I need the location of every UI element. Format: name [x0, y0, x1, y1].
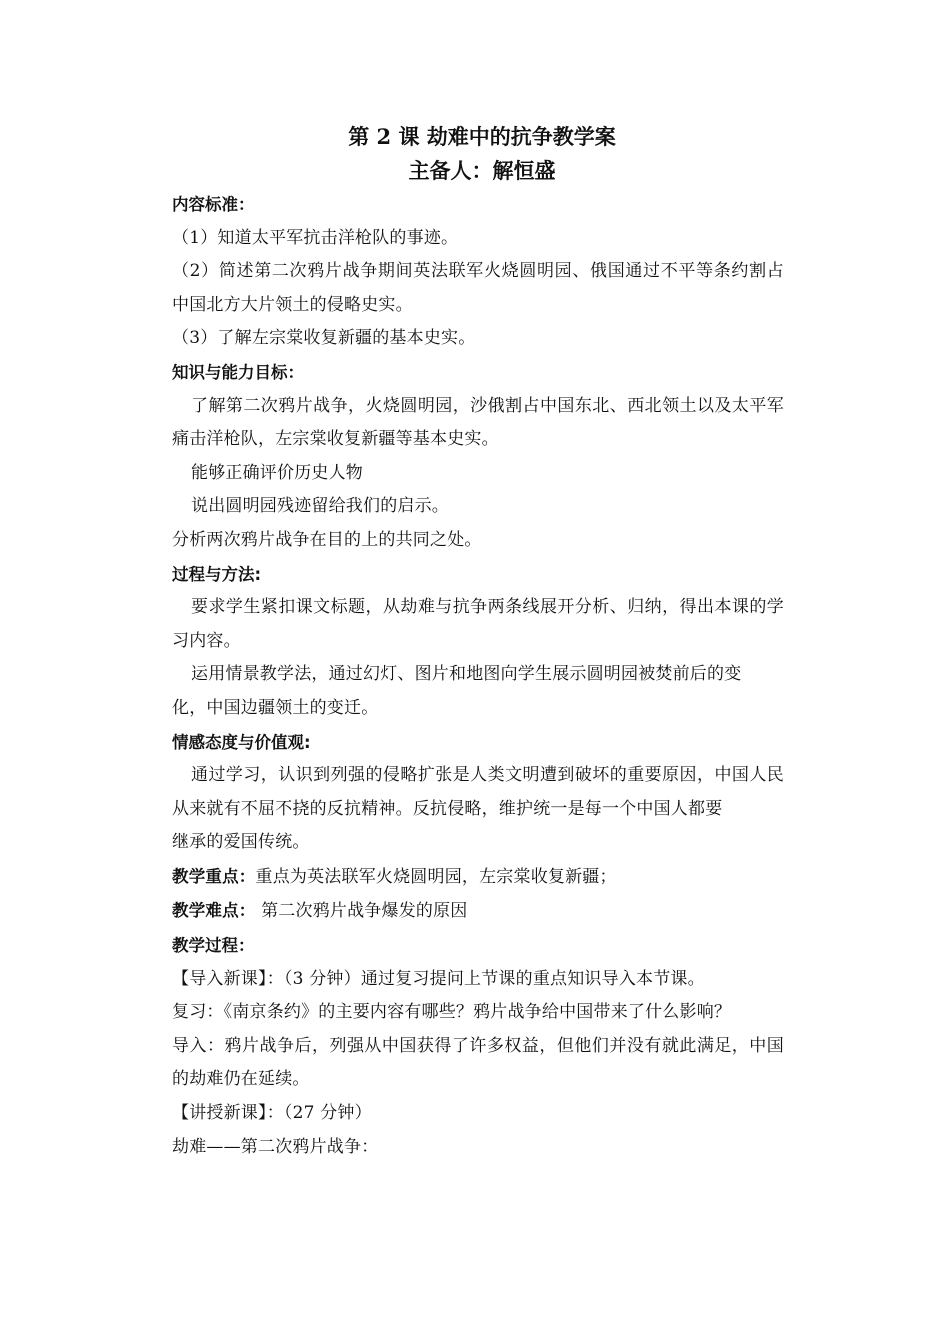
page-title: 第 2 课 劫难中的抗争教学案: [348, 124, 616, 149]
knowledge-goal-item-2: 能够正确评价历史人物: [191, 462, 363, 483]
teaching-process-line-4: 【讲授新课】：（27 分钟）: [172, 1103, 372, 1124]
content-standard-item-3: （3）了解左宗棠收复新疆的基本史实。: [172, 328, 476, 349]
page-subtitle: 主备人：解恒盛: [408, 158, 556, 183]
section-heading-knowledge-goals: 知识与能力目标：: [172, 362, 304, 382]
section-heading-process-methods: 过程与方法:: [172, 564, 262, 584]
process-method-item-1: 要求学生紧扣课文标题，从劫难与抗争两条线展开分析、归纳，得出本课的学习内容。: [172, 597, 784, 651]
section-heading-emotion-values: 情感态度与价值观:: [172, 732, 311, 752]
document-body: [172, 120, 784, 1164]
knowledge-goal-item-3: 说出圆明园残迹留给我们的启示。: [191, 496, 449, 517]
content-standard-item-1: （1）知道太平军抗击洋枪队的事迹。: [172, 227, 459, 248]
difficult-point-line: [172, 894, 784, 929]
teaching-process-line-2: 复习：《南京条约》的主要内容有哪些？鸦片战争给中国带来了什么影响？: [172, 1002, 732, 1023]
section-heading-teaching-process: 教学过程：: [172, 936, 255, 956]
knowledge-goal-item-4: 分析两次鸦片战争在目的上的共同之处。: [172, 529, 482, 550]
teaching-process-line-5: 劫难——第二次鸦片战争：: [172, 1136, 379, 1157]
difficult-point-label: 教学难点：: [172, 901, 256, 921]
emotion-value-item-1: 通过学习，认识到列强的侵略扩张是人类文明遭到破坏的重要原因，中国人民从来就有不屈不挠的反抗精神。反抗侵略，维护统一是每一个中国人都要: [172, 765, 784, 819]
key-point-line: [172, 860, 784, 895]
process-method-item-2: 运用情景教学法，通过幻灯、图片和地图向学生展示圆明园被焚前后的变: [191, 664, 742, 685]
teaching-process-line-3: 导入：鸦片战争后，列强从中国获得了许多权益，但他们并没有就此满足，中国的劫难仍在延续。: [172, 1035, 784, 1090]
knowledge-goal-item-1: 了解第二次鸦片战争，火烧圆明园，沙俄割占中国东北、西北领土以及太平军痛击洋枪队，左宗棠收复新疆等基本史实。: [172, 395, 784, 450]
process-method-item-3: 化，中国边疆领土的变迁。: [172, 697, 379, 718]
key-point-text: 重点为英法联军火烧圆明园，左宗棠收复新疆；: [255, 866, 617, 887]
section-heading-content-standard: 内容标准：: [172, 195, 255, 214]
content-standard-item-2: （2）简述第二次鸦片战争期间英法联军火烧圆明园、俄国通过不平等条约割占中国北方大片领土的侵略史实。: [172, 261, 784, 315]
emotion-value-item-2: 继承的爱国传统。: [172, 832, 310, 853]
difficult-point-text: 第二次鸦片战争爆发的原因: [255, 901, 468, 922]
key-point-label: 教学重点：: [172, 866, 256, 886]
teaching-process-line-1: 【导入新课】：（3 分钟）通过复习提问上节课的重点知识导入本节课。: [172, 968, 705, 989]
